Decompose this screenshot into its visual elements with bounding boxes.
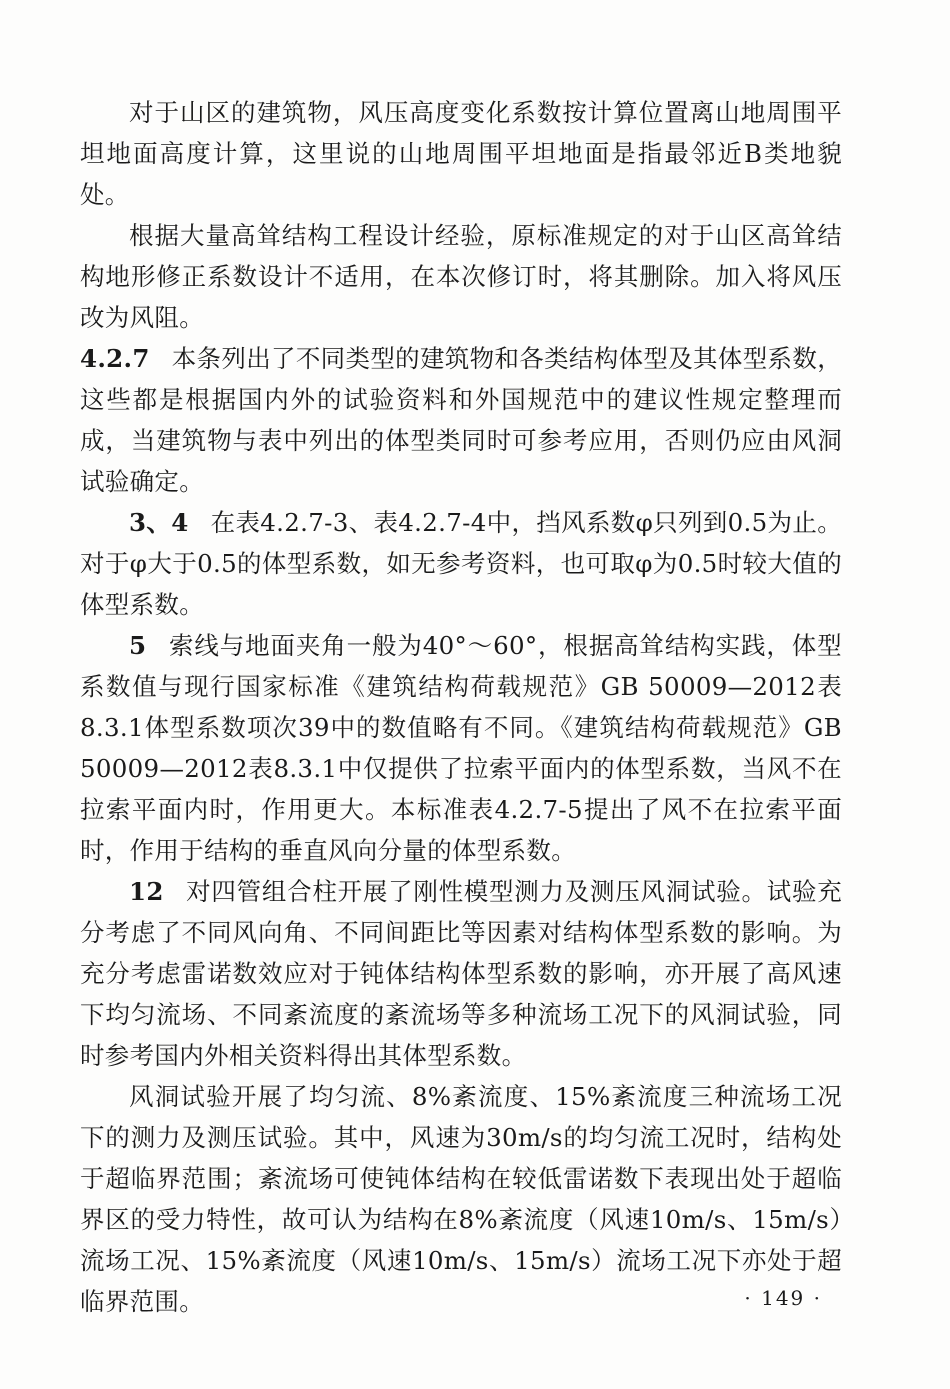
clause-number: 4.2.7 xyxy=(80,344,150,373)
item-number: 5 xyxy=(129,631,147,660)
paragraph-text: 索线与地面夹角一般为40°～60°，根据高耸结构实践，体型系数值与现行国家标准《建筑结构荷载规范》GB 50009—2012表8.3.1体型系数项次39中的数值略有不同。《建筑结构荷载规范》GB 50009—2012表8.3.1中仅提供了拉索平面内的体型系数，当风不在拉索平面内时，作用更大。本标准表4.2.7-5提出了风不在拉索平面时，作用于结构的垂直风向分量的体型系数。 xyxy=(80,631,842,865)
paragraph-text: 对于山区的建筑物，风压高度变化系数按计算位置离山地周围平坦地面高度计算，这里说的山地周围平坦地面是指最邻近B类地貌处。 xyxy=(80,98,842,209)
paragraph-text: 在表4.2.7-3、表4.2.7-4中，挡风系数φ只列到0.5为止。对于φ大于0.5的体型系数，如无参考资料，也可取φ为0.5时较大值的体型系数。 xyxy=(80,508,842,619)
paragraph-clause-4-2-7 xyxy=(80,338,842,502)
paragraph-mountain-height xyxy=(80,92,842,215)
paragraph-text: 本条列出了不同类型的建筑物和各类结构体型及其体型系数，这些都是根据国内外的试验资料和外国规范中的建议性规定整理而成，当建筑物与表中列出的体型类同时可参考应用，否则仍应由风洞试验确定。 xyxy=(80,344,842,496)
paragraph-terrain-correction xyxy=(80,215,842,338)
body-text xyxy=(80,92,842,1322)
item-number: 3、4 xyxy=(129,508,189,537)
paragraph-text: 对四管组合柱开展了刚性模型测力及测压风洞试验。试验充分考虑了不同风向角、不同间距比等因素对结构体型系数的影响。为充分考虑雷诺数效应对于钝体结构体型系数的影响，亦开展了高风速下均匀流场、不同紊流度的紊流场等多种流场工况下的风洞试验，同时参考国内外相关资料得出其体型系数。 xyxy=(80,877,842,1070)
paragraph-text: 风洞试验开展了均匀流、8%紊流度、15%紊流度三种流场工况下的测力及测压试验。其中，风速为30m/s的均匀流工况时，结构处于超临界范围；紊流场可使钝体结构在较低雷诺数下表现出处于超临界区的受力特性，故可认为结构在8%紊流度（风速10m/s、15m/s）流场工况、15%紊流度（风速10m/s、15m/s）流场工况下亦处于超临界范围。 xyxy=(80,1082,842,1316)
paragraph-wind-tunnel-test xyxy=(80,1076,842,1322)
paragraph-item-3-4 xyxy=(80,502,842,625)
page-number: · 149 · xyxy=(744,1286,822,1310)
paragraph-item-12 xyxy=(80,871,842,1076)
paragraph-item-5 xyxy=(80,625,842,871)
paragraph-text: 根据大量高耸结构工程设计经验，原标准规定的对于山区高耸结构地形修正系数设计不适用，在本次修订时，将其删除。加入将风压改为风阻。 xyxy=(80,221,842,332)
item-number: 12 xyxy=(129,877,164,906)
